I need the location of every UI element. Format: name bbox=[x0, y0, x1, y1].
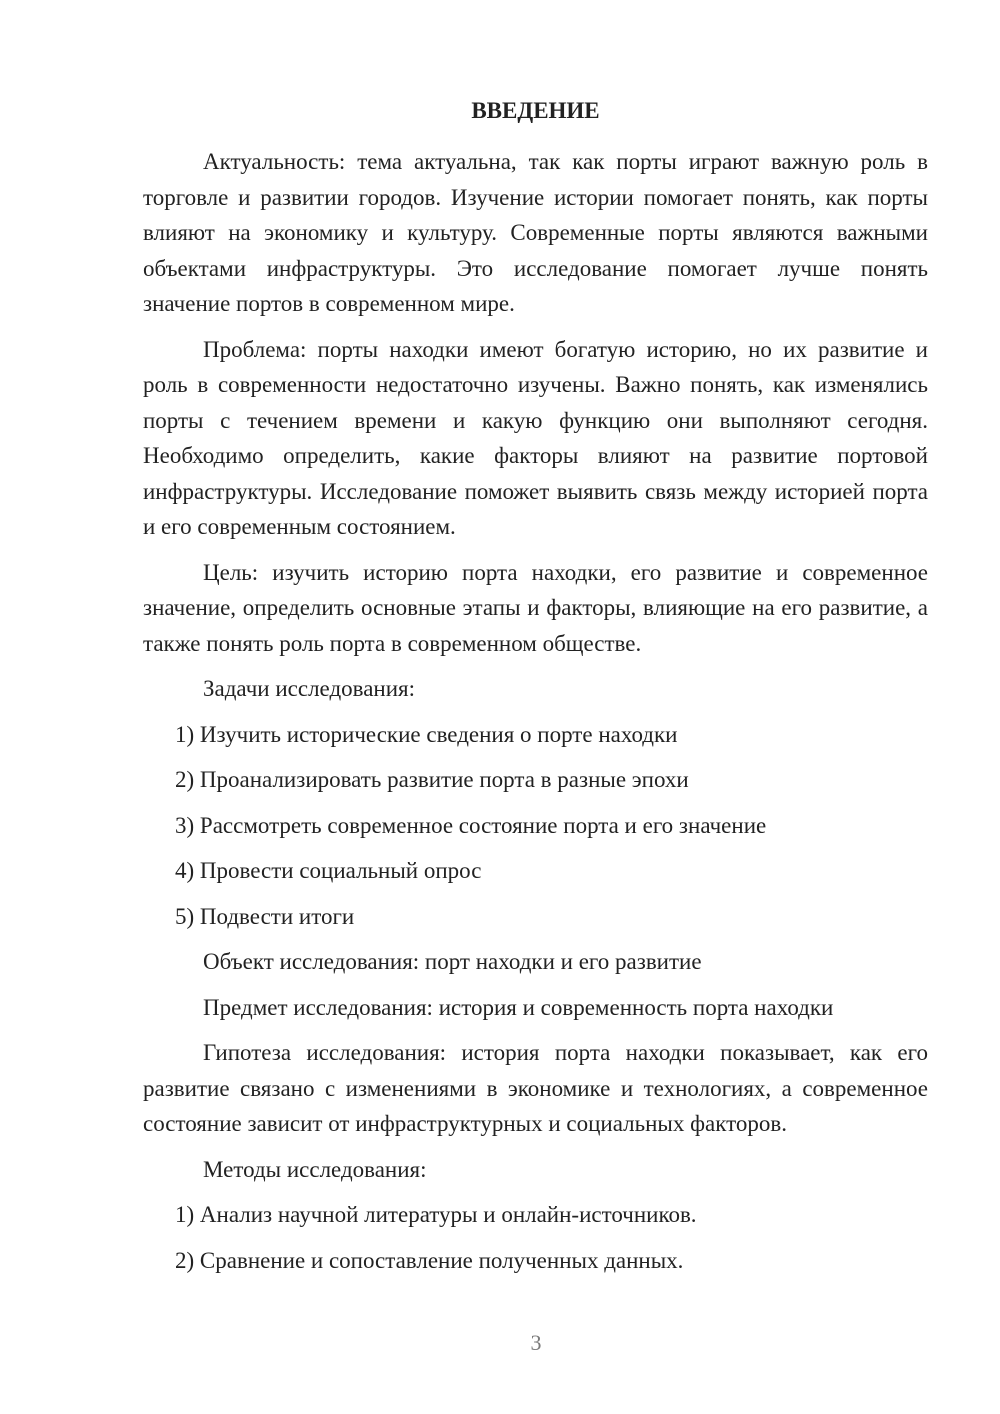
hypothesis-paragraph: Гипотеза исследования: история порта находки показывает, как его развитие связано с изменениями в экономике и технологиях, а современное состояние зависит от инфраструктурных и социальных факторов. bbox=[143, 1040, 928, 1136]
task-item: 1) Изучить исторические сведения о порте находки bbox=[175, 721, 678, 747]
task-item: 3) Рассмотреть современное состояние порта и его значение bbox=[175, 812, 767, 838]
research-object: Объект исследования: порт находки и его развитие bbox=[203, 949, 702, 974]
methods-heading: Методы исследования: bbox=[203, 1156, 427, 1182]
problem-paragraph: Проблема: порты находки имеют богатую историю, но их развитие и роль в современности недостаточно изучены. Важно понять, как изменялись порты с течением времени и какую функцию они выполняют сегодня. Необходимо определить, какие факторы влияют на развитие портовой инфраструктуры. Исследование поможет выявить связь между историей порта и его современным состоянием. bbox=[143, 336, 928, 539]
task-item: 2) Проанализировать развитие порта в разные эпохи bbox=[175, 767, 689, 792]
page-title: ВВЕДЕНИЕ bbox=[471, 98, 600, 123]
task-item: 4) Провести социальный опрос bbox=[175, 858, 482, 883]
tasks-list bbox=[143, 717, 928, 935]
page-number: 3 bbox=[530, 1330, 542, 1355]
tasks-heading: Задачи исследования: bbox=[203, 676, 416, 701]
research-subject: Предмет исследования: история и современность порта находки bbox=[203, 994, 834, 1020]
method-item: 1) Анализ научной литературы и онлайн-источников. bbox=[175, 1202, 697, 1227]
task-item: 5) Подвести итоги bbox=[175, 903, 355, 929]
method-item: 2) Сравнение и сопоставление полученных данных. bbox=[175, 1247, 684, 1273]
goal-paragraph: Цель: изучить историю порта находки, его развитие и современное значение, определить основные этапы и факторы, влияющие на его развитие, а также понять роль порта в современном обществе. bbox=[143, 559, 928, 656]
page-content bbox=[143, 93, 928, 1288]
relevance-paragraph: Актуальность: тема актуальна, так как порты играют важную роль в торговле и развитии городов. Изучение истории помогает понять, как порты влияют на экономику и культуру. Современные порты являются важными объектами инфраструктуры. Это исследование помогает лучше понять значение портов в современном мире. bbox=[143, 149, 928, 316]
methods-list bbox=[143, 1197, 928, 1278]
